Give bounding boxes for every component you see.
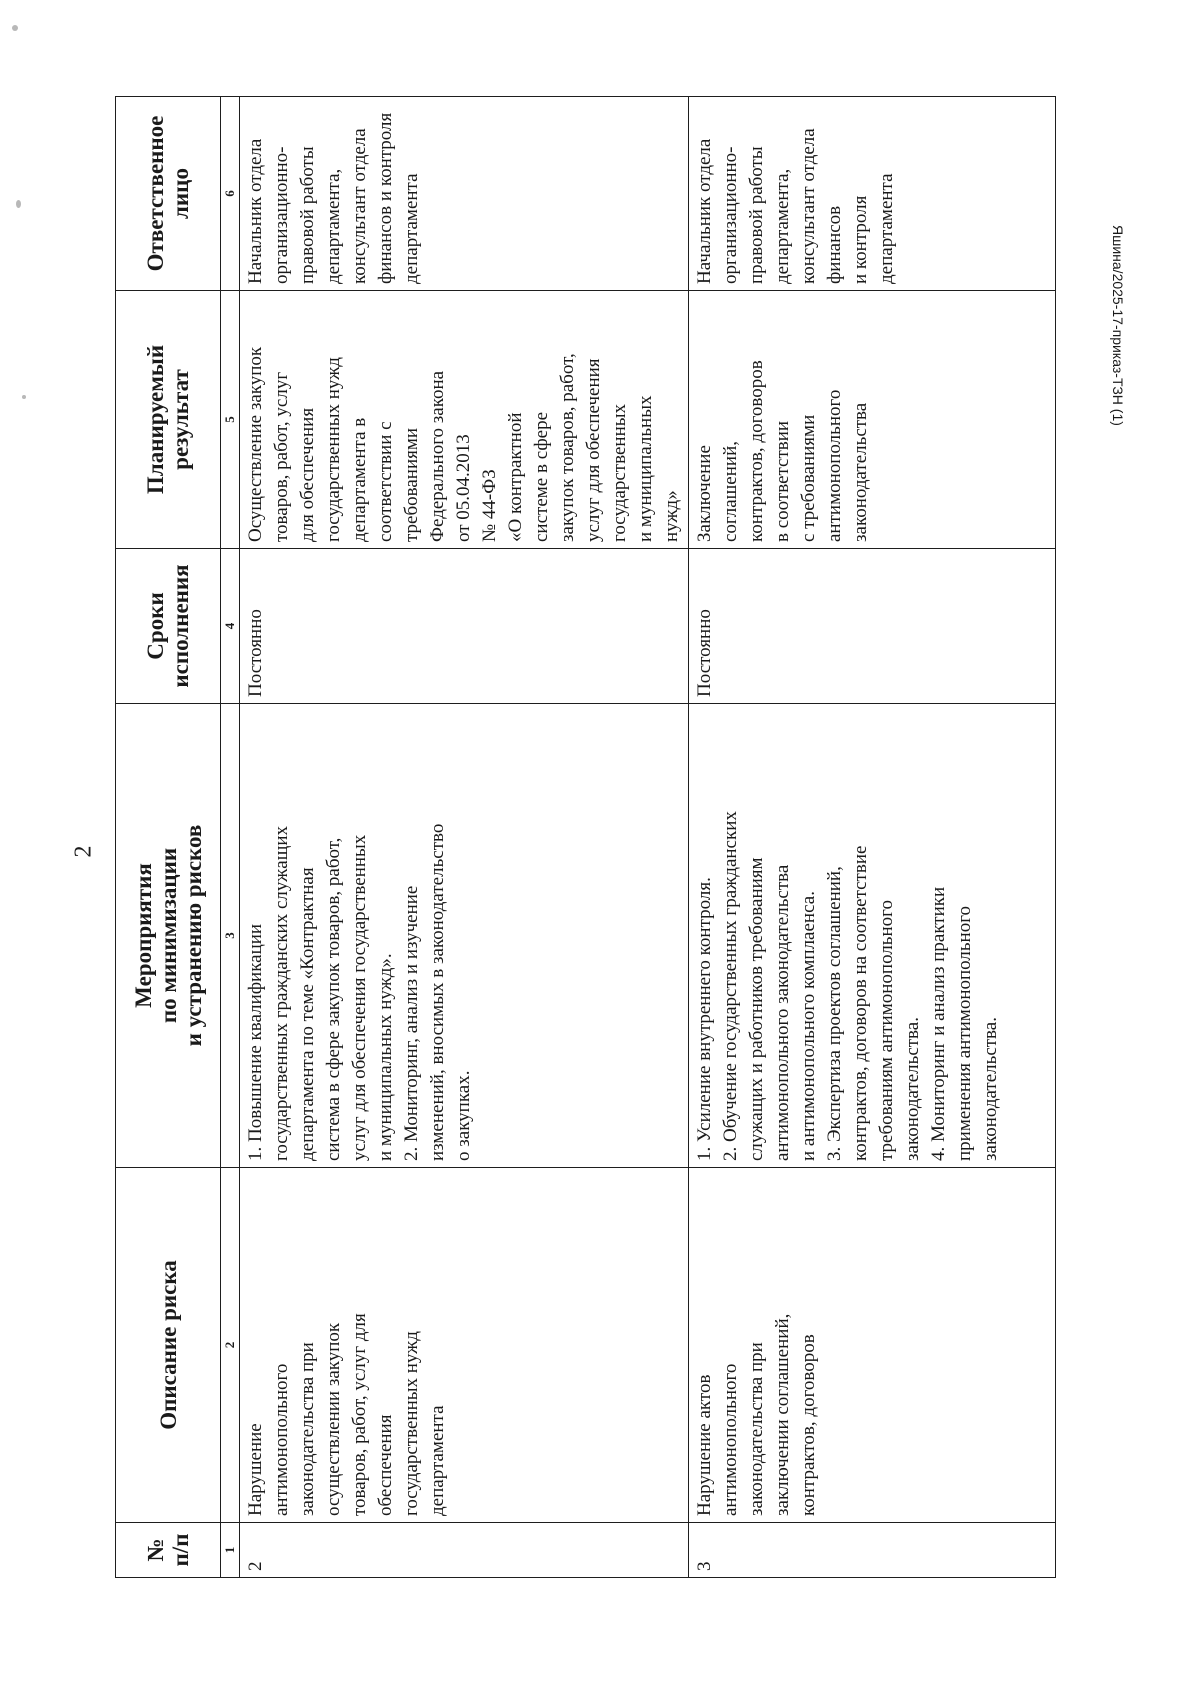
- document-footer: Яшина/2025-17-приказ-ТЗН (1): [1110, 225, 1126, 426]
- table-row: [689, 97, 1056, 1578]
- row-number: 3: [689, 1523, 1056, 1578]
- column-number: 3: [221, 704, 240, 1168]
- measures: 1. Повышение квалификации государственных гражданских служащих департамента по теме «Контрактная система в сфере закупок товаров, работ, услуг для обеспечения государственных и муниципальных нужд». 2. Мониторинг, анализ и изучение изменений, вносимых в законодательство о закупках.: [240, 704, 689, 1168]
- column-number-row: [221, 97, 240, 1578]
- column-number: 4: [221, 549, 240, 704]
- responsible-person: Начальник отдела организационно- правовой работы департамента, консультант отдела финансов и контроля департамента: [240, 97, 689, 291]
- scan-speck: [12, 25, 18, 31]
- page-number: 2: [70, 845, 97, 858]
- header-terms: Сроки исполнения: [116, 549, 221, 704]
- risk-description: Нарушение актов антимонопольного законодательства при заключении соглашений, контрактов, договоров: [689, 1168, 1056, 1523]
- term: Постоянно: [240, 549, 689, 704]
- scan-speck: [16, 200, 21, 208]
- header-measures: Мероприятия по минимизации и устранению рисков: [116, 704, 221, 1168]
- header-planned-result: Планируемый результат: [116, 291, 221, 549]
- column-number: 6: [221, 97, 240, 291]
- header-responsible: Ответственное лицо: [116, 97, 221, 291]
- planned-result: Заключение соглашений, контрактов, договоров в соответствии с требованиями антимонопольного законодательства: [689, 291, 1056, 549]
- header-number: № п/п: [116, 1523, 221, 1578]
- scan-speck: [22, 395, 26, 399]
- risk-table-container: [115, 96, 1115, 1578]
- measures: 1. Усиление внутреннего контроля. 2. Обучение государственных гражданских служащих и работников требованиям антимонопольного законодательства и антимонопольного комплаенса. 3. Экспертиза проектов соглашений, контрактов, договоров на соответствие требованиям антимонопольного законодательства. 4. Мониторинг и анализ практики применения антимонопольного законодательства.: [689, 704, 1056, 1168]
- header-risk-description: Описание риска: [116, 1168, 221, 1523]
- risk-description: Нарушение антимонопольного законодательства при осуществлении закупок товаров, работ, услуг для обеспечения государственных нужд департамента: [240, 1168, 689, 1523]
- column-number: 2: [221, 1168, 240, 1523]
- column-number: 5: [221, 291, 240, 549]
- column-number: 1: [221, 1523, 240, 1578]
- row-number: 2: [240, 1523, 689, 1578]
- responsible-person: Начальник отдела организационно- правовой работы департамента, консультант отдела финансов и контроля департамента: [689, 97, 1056, 291]
- table-row: [240, 97, 689, 1578]
- table-header-row: [116, 97, 221, 1578]
- term: Постоянно: [689, 549, 1056, 704]
- risk-table: [115, 96, 1056, 1578]
- planned-result: Осуществление закупок товаров, работ, услуг для обеспечения государственных нужд департамента в соответствии с требованиями Федерального закона от 05.04.2013 № 44-ФЗ «О контрактной системе в сфере закупок товаров, работ, услуг для обеспечения государственных и муниципальных нужд»: [240, 291, 689, 549]
